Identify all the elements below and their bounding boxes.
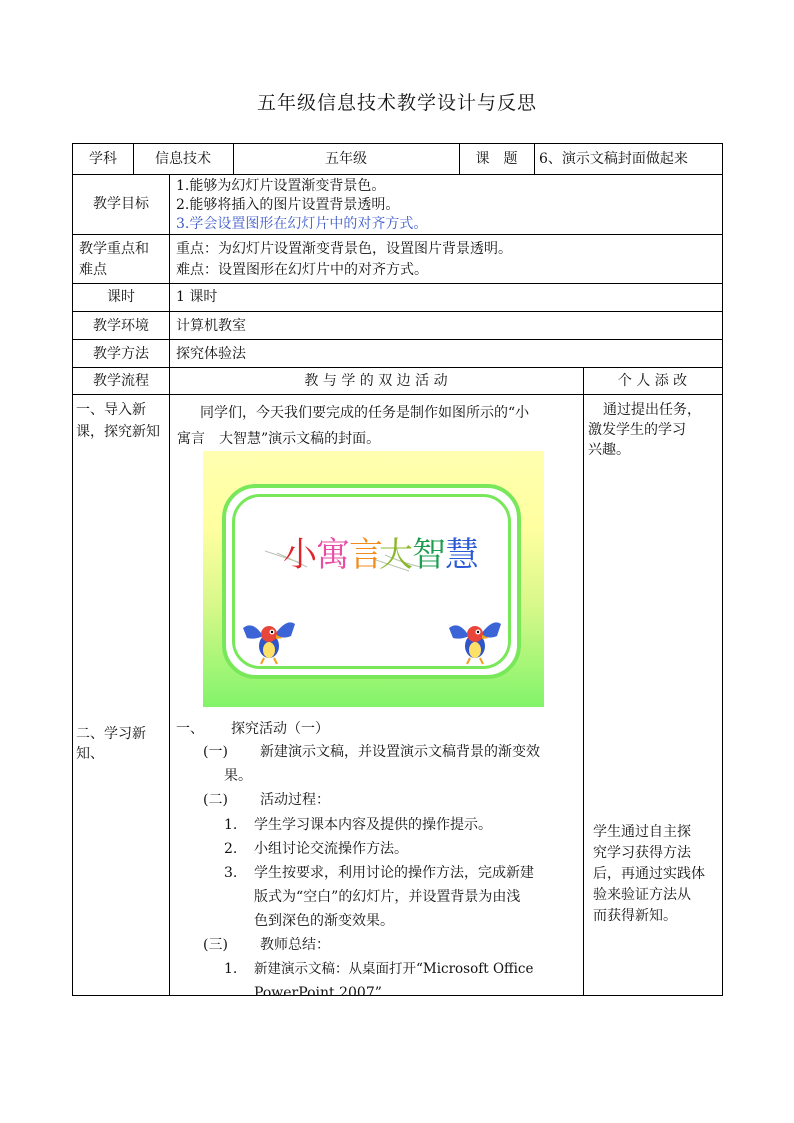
intro-note: 激发学生的学习	[588, 422, 686, 438]
keypoints-label: 教学重点和	[79, 241, 149, 257]
period-label: 课时	[107, 289, 135, 305]
learn-note: 学生通过自主探	[593, 824, 691, 840]
keypoints-label: 难点	[79, 262, 107, 278]
slide-title-part-1: 小寓言	[283, 535, 382, 575]
intro-note: 通过提出任务，	[603, 402, 701, 418]
row-divider	[73, 367, 722, 368]
section-title: 探究活动（一）	[231, 721, 329, 737]
learn-label: 二、学习新	[76, 726, 146, 742]
col-divider	[169, 174, 170, 996]
method-label: 教学方法	[93, 346, 149, 362]
subject-label: 学科	[89, 151, 117, 167]
goal-item: 2.能够将插入的图片设置背景透明。	[176, 197, 400, 213]
intro-label: 课，探究新知	[76, 424, 160, 440]
summary-text: 新建演示文稿：从桌面打开“Microsoft Office	[254, 961, 534, 977]
notes-header: 个 人 添 改	[617, 373, 688, 389]
sub-text: 教师总结：	[260, 937, 330, 953]
intro-text: 寓言 大智慧”演示文稿的封面。	[177, 431, 381, 447]
intro-note: 兴趣。	[588, 442, 630, 458]
step-number: 3.	[224, 865, 238, 881]
step-text: 版式为“空白”的幻灯片，并设置背景为由浅	[254, 889, 521, 905]
row-divider	[73, 311, 722, 312]
row-divider	[73, 339, 722, 340]
learn-note: 后，再通过实践体	[593, 866, 705, 882]
sub-number: (三)	[203, 937, 228, 953]
col-divider	[583, 367, 584, 996]
env-value: 计算机教室	[176, 318, 246, 334]
learn-note: 而获得新知。	[593, 908, 677, 924]
step-text: 色到深色的渐变效果。	[254, 913, 394, 929]
step-text: 学生按要求，利用讨论的操作方法，完成新建	[254, 865, 534, 881]
env-label: 教学环境	[93, 318, 149, 334]
section-number: 一、	[176, 721, 204, 737]
step-text: 学生学习课本内容及提供的操作提示。	[254, 817, 492, 833]
intro-label: 一、导入新	[76, 402, 146, 418]
subject-value: 信息技术	[155, 151, 211, 167]
document-title: 五年级信息技术教学设计与反思	[256, 92, 537, 114]
col-divider	[534, 144, 535, 174]
summary-text: PowerPoint 2007”	[254, 985, 382, 996]
slide-title-part-2: 大智慧	[379, 535, 478, 575]
step-number: 1.	[224, 961, 238, 977]
activity-header: 教 与 学 的 双 边 活 动	[304, 373, 448, 389]
period-value: 1 课时	[176, 289, 218, 305]
intro-text: 同学们，今天我们要完成的任务是制作如图所示的“小	[200, 405, 530, 421]
bird-icon	[445, 618, 505, 668]
slide-preview-image	[203, 451, 544, 707]
grade: 五年级	[325, 151, 367, 167]
learn-label: 知、	[76, 746, 104, 762]
row-divider	[73, 394, 722, 395]
goals-label: 教学目标	[93, 196, 149, 212]
sub-text: 新建演示文稿，并设置演示文稿背景的渐变效	[260, 744, 540, 760]
row-divider	[73, 234, 722, 235]
method-value: 探究体验法	[176, 346, 246, 362]
bird-icon	[239, 618, 299, 668]
learn-note: 验来验证方法从	[593, 887, 691, 903]
lesson-label: 课 题	[475, 151, 518, 167]
keypoint-item: 难点：设置图形在幻灯片中的对齐方式。	[176, 262, 428, 278]
step-text: 小组讨论交流操作方法。	[254, 841, 408, 857]
keypoint-item: 重点：为幻灯片设置渐变背景色，设置图片背景透明。	[176, 241, 512, 257]
sub-text: 果。	[224, 768, 252, 784]
learn-note: 究学习获得方法	[593, 845, 691, 861]
row-divider	[73, 174, 722, 175]
slide-title-reflection	[203, 451, 544, 707]
goal-item: 3.学会设置图形在幻灯片中的对齐方式。	[176, 216, 428, 232]
sub-number: (二)	[203, 792, 228, 808]
lesson-value: 6、演示文稿封面做起来	[539, 151, 688, 167]
sub-number: (一)	[203, 744, 228, 760]
sub-text: 活动过程：	[260, 792, 330, 808]
row-divider	[73, 283, 722, 284]
step-number: 2.	[224, 841, 238, 857]
flow-header: 教学流程	[93, 373, 149, 389]
step-number: 1.	[224, 817, 238, 833]
goal-item: 1.能够为幻灯片设置渐变背景色。	[176, 178, 386, 194]
